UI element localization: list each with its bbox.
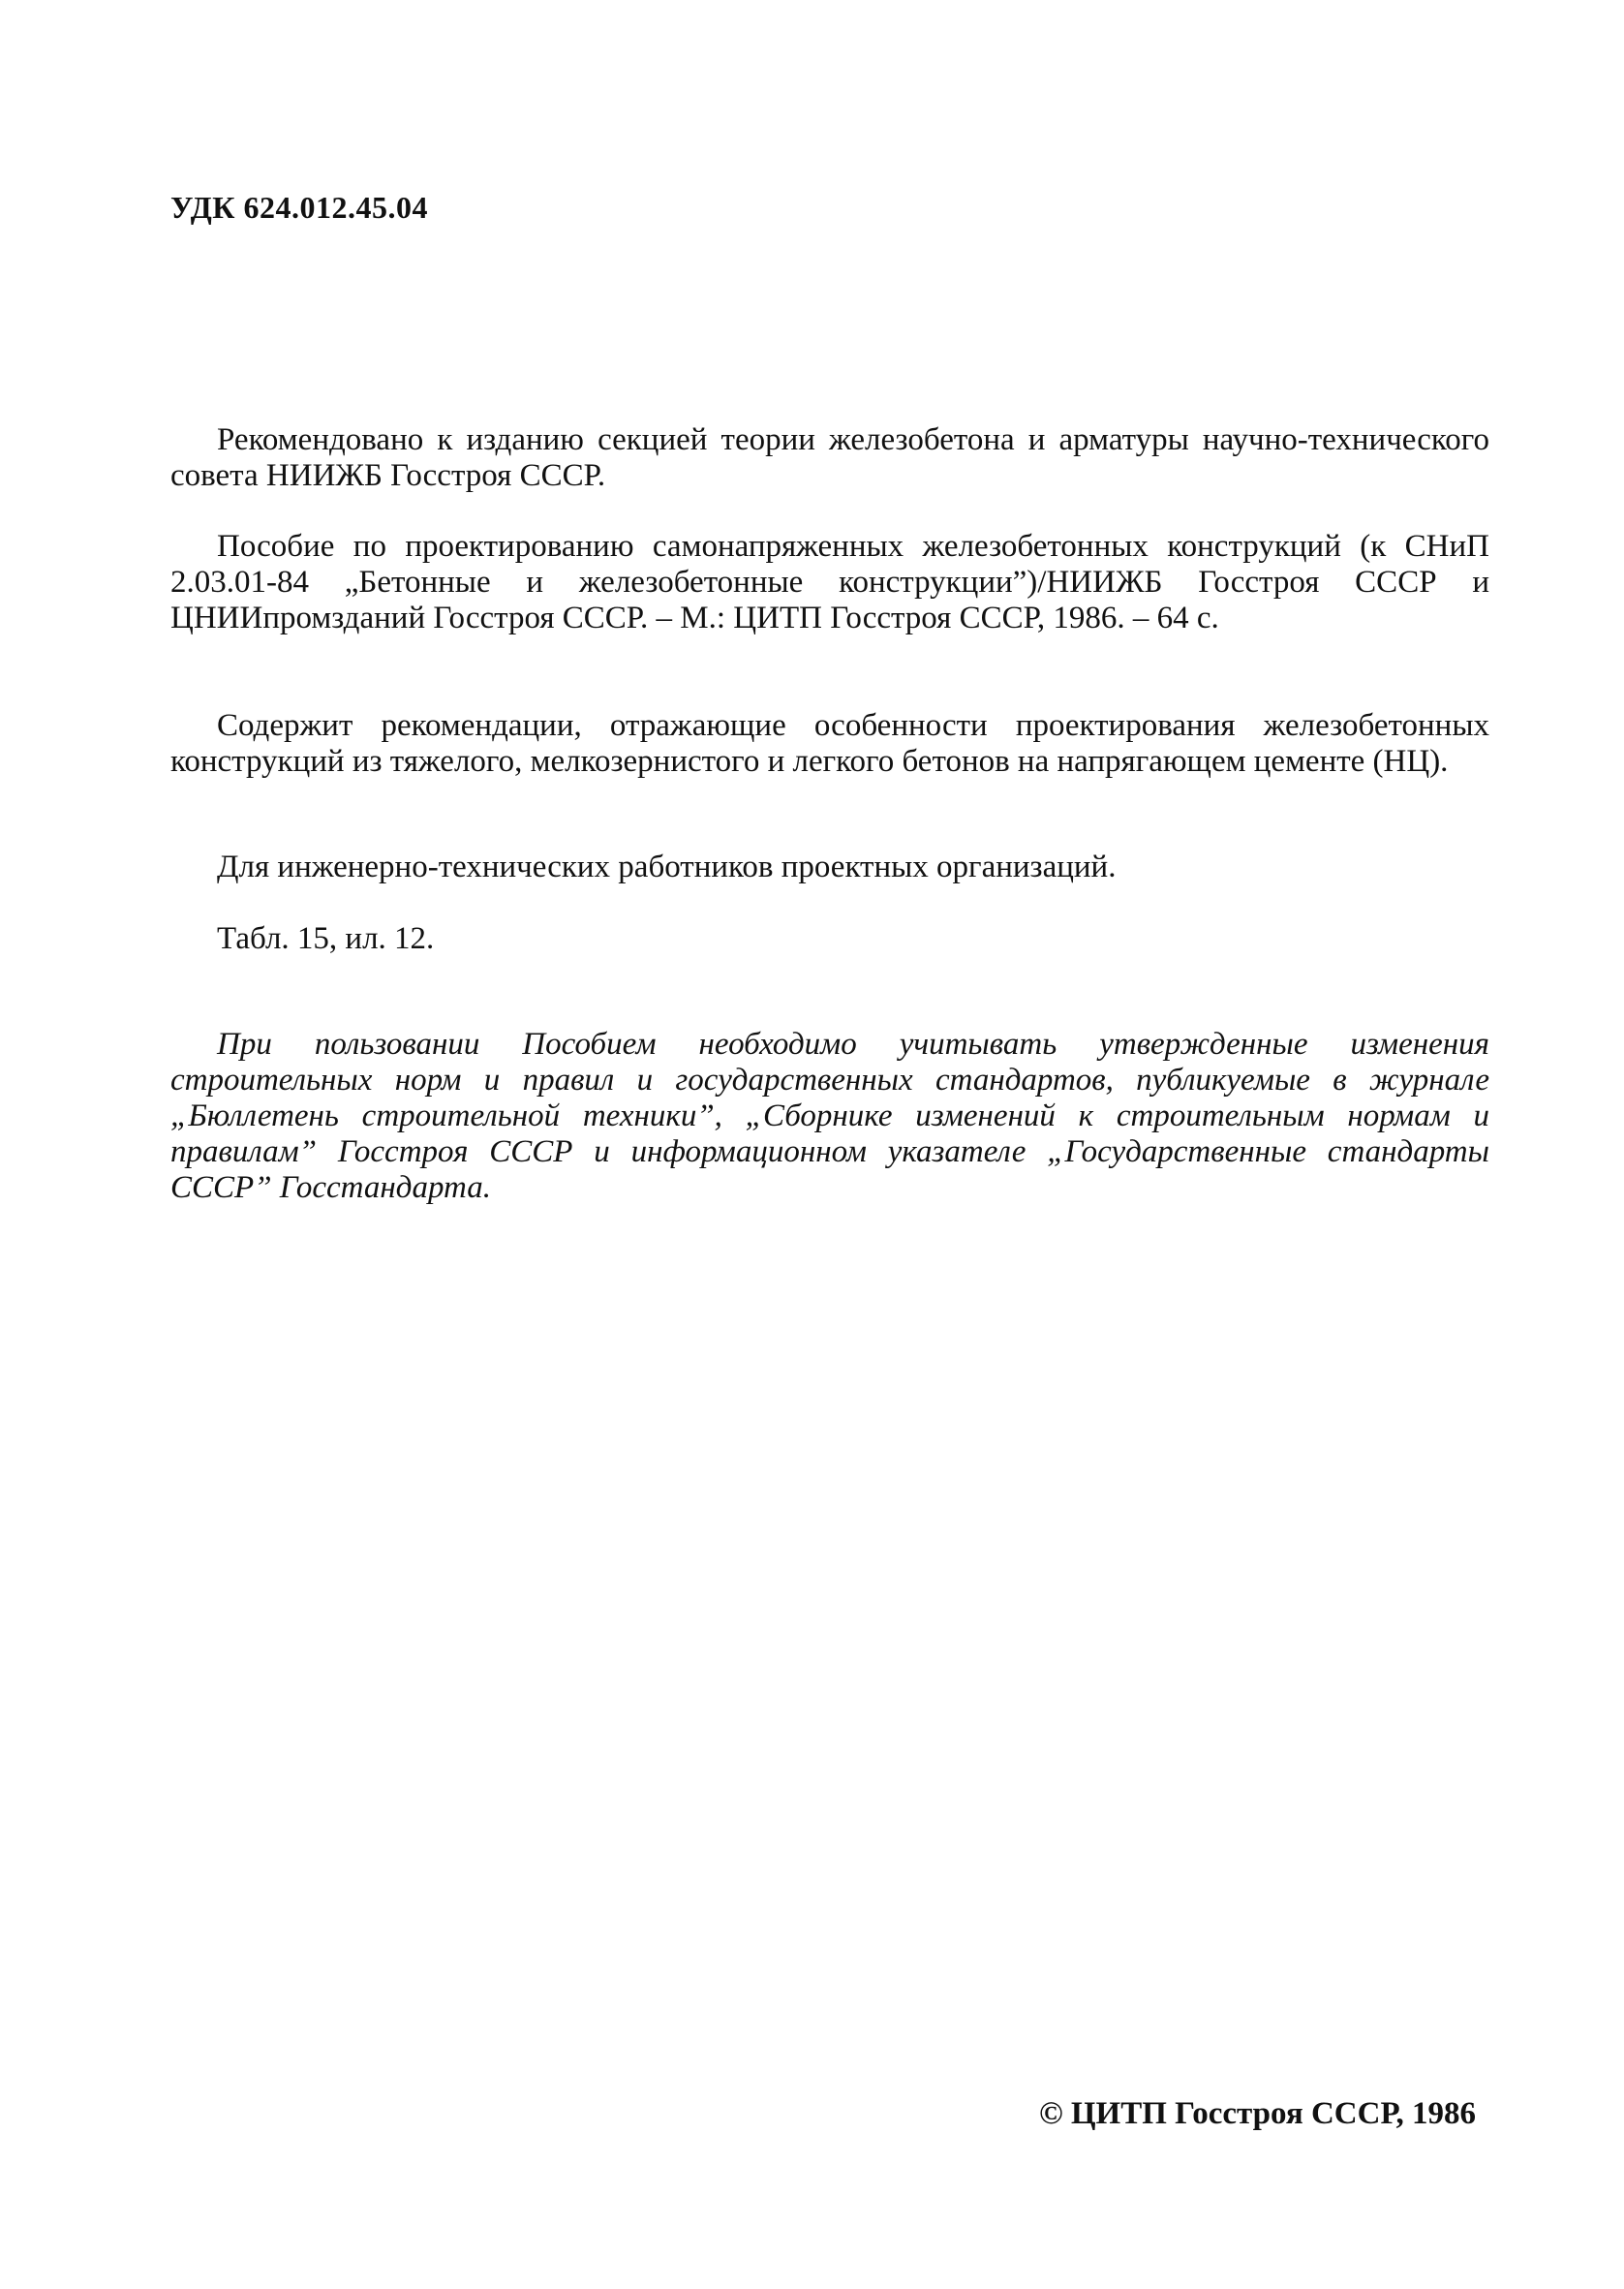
audience-text: Для инженерно-технических работников проектных организаций.: [217, 850, 1117, 884]
abstract-text: Содержит рекомендации, отражающие особенности проектирования железобетонных конструкций из тяжелого, мелкозернистого и легкого бетонов на напрягающем цементе (НЦ).: [170, 708, 1489, 779]
udk-code: УДК 624.012.45.04: [170, 190, 428, 225]
abstract-paragraph: [170, 708, 1489, 780]
recommendation-paragraph: [170, 422, 1489, 494]
copyright-line: © ЦИТП Госстроя СССР, 1986: [1038, 2096, 1476, 2131]
audience-paragraph: [170, 850, 1489, 885]
tables-illustrations-paragraph: [170, 921, 1489, 957]
usage-notice: [170, 1027, 1489, 1206]
bibliographic-text: Пособие по проектированию самонапряженных железобетонных конструкций (к СНиП 2.03.01-84 „Бетонные и железобетонные конструкции”)/НИИЖБ Госстроя СССР и ЦНИИпромзданий Госстроя СССР. – М.: ЦИТП Госстроя СССР, 1986. – 64 с.: [170, 529, 1489, 635]
tables-illustrations-text: Табл. 15, ил. 12.: [217, 921, 435, 956]
recommendation-text: Рекомендовано к изданию секцией теории железобетона и арматуры научно-технического совета НИИЖБ Госстроя СССР.: [170, 422, 1489, 493]
bibliographic-paragraph: [170, 529, 1489, 636]
usage-notice-text: При пользовании Пособием необходимо учитывать утвержденные изменения строительных норм и правил и государственных стандартов, публикуемые в журнале „Бюллетень строительной техники”, „Сборнике изменений к строительным нормам и правилам” Госстроя СССР и информационном указателе „Государственные стандарты СССР” Госстандарта.: [170, 1027, 1489, 1205]
